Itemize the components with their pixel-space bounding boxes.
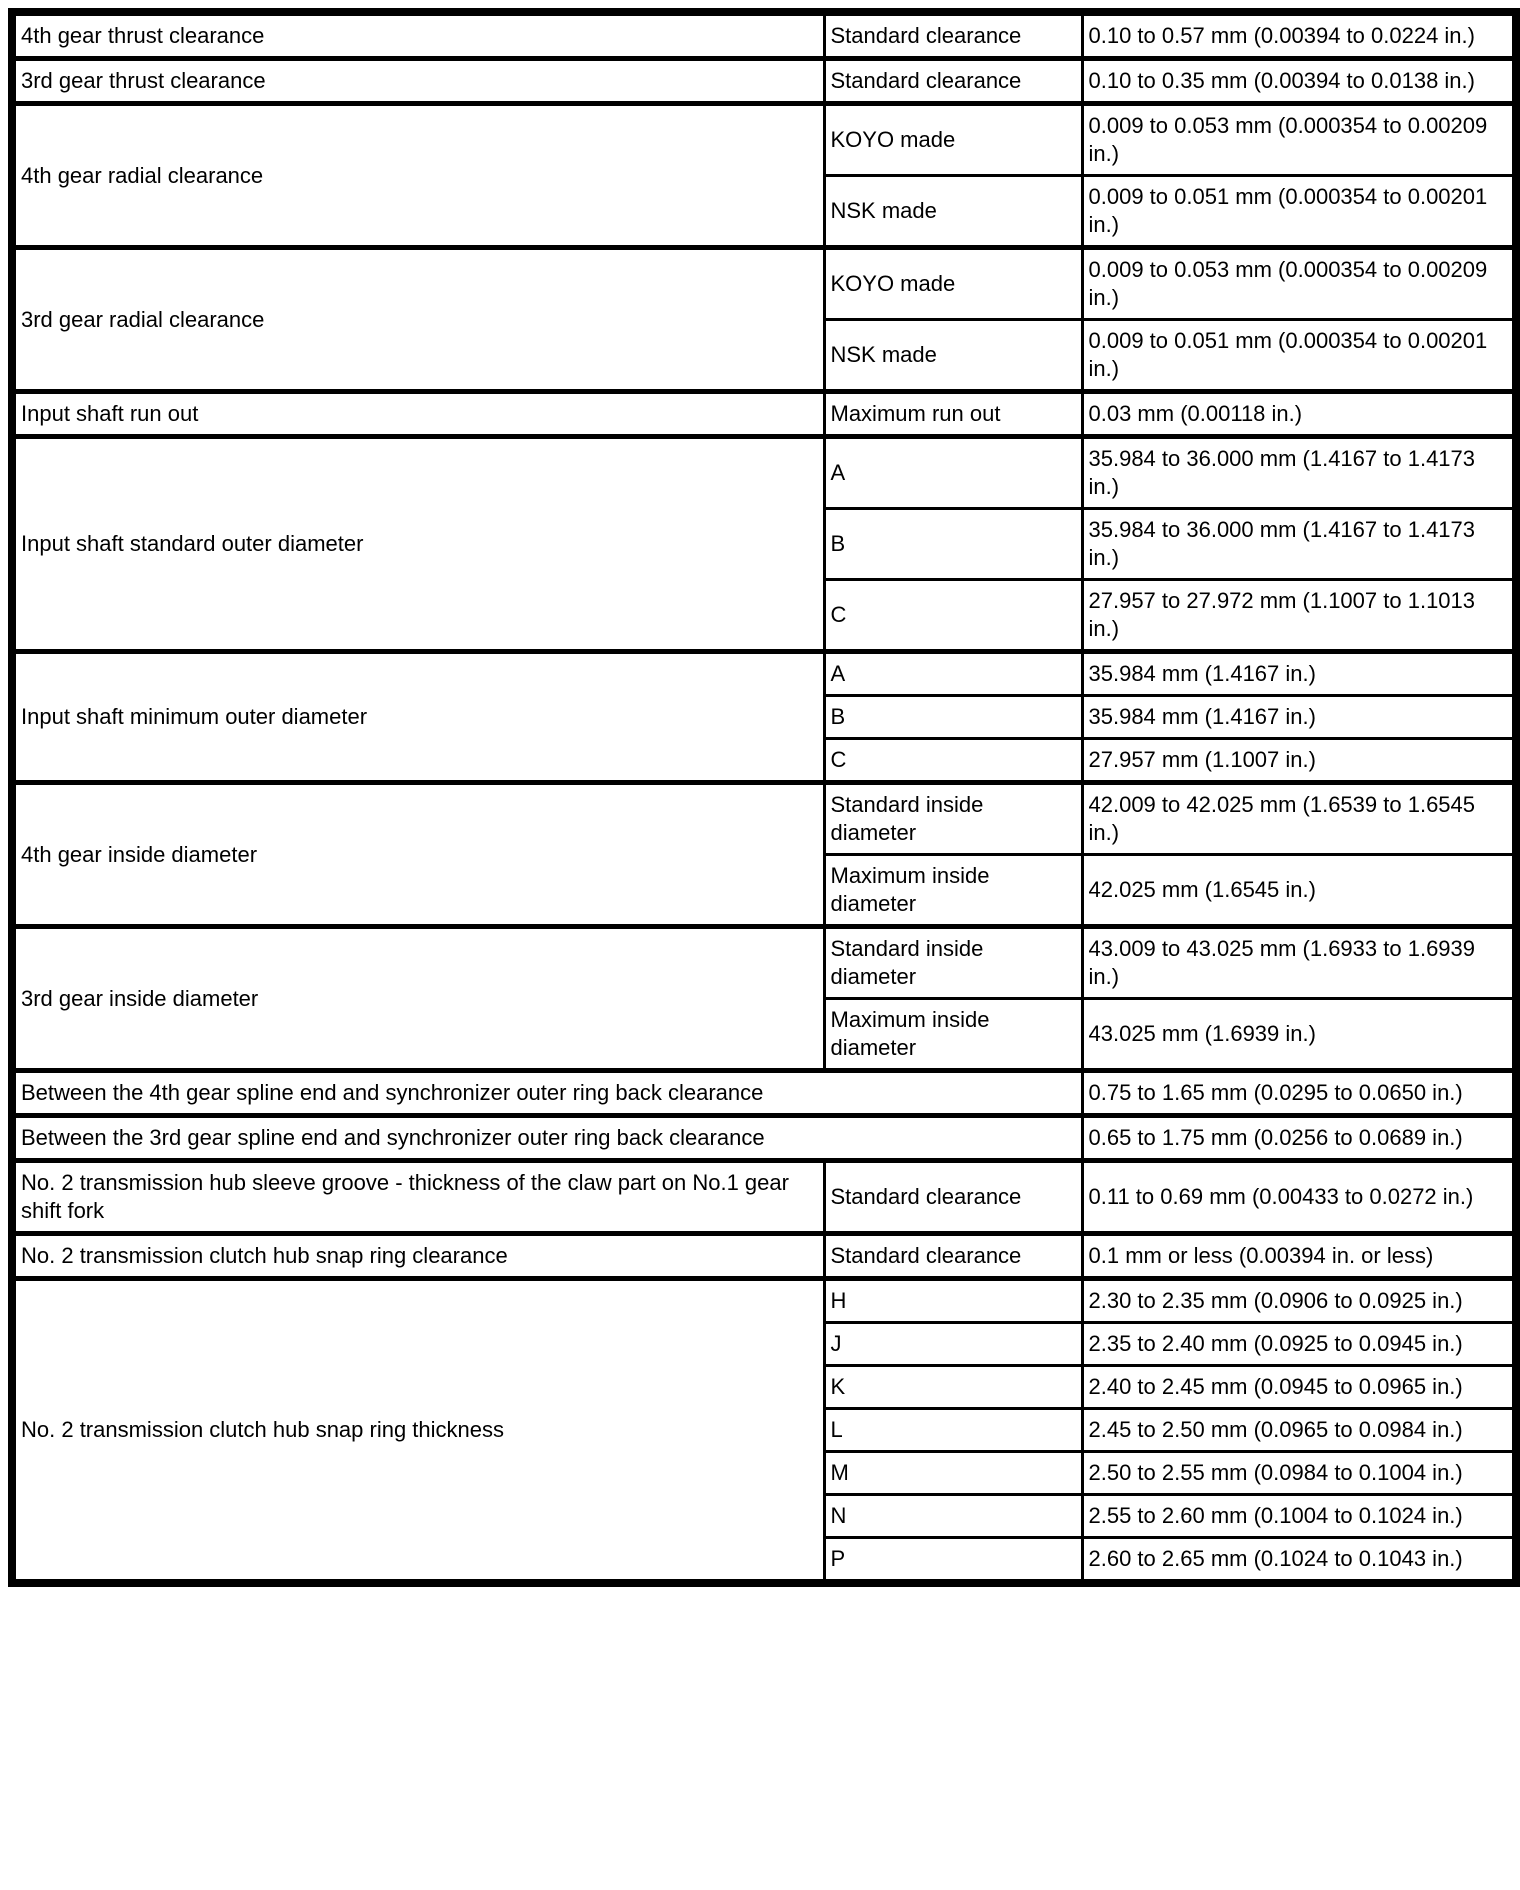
table-cell: 2.60 to 2.65 mm (0.1024 to 0.1043 in.): [1082, 1538, 1516, 1584]
table-cell: Input shaft standard outer diameter: [12, 437, 824, 652]
table-row: [12, 783, 1516, 855]
table-row: [12, 1161, 1516, 1234]
table-cell: 0.10 to 0.57 mm (0.00394 to 0.0224 in.): [1082, 12, 1516, 59]
table-cell: Input shaft minimum outer diameter: [12, 652, 824, 783]
table-row: [12, 652, 1516, 696]
table-cell: Standard inside diameter: [824, 927, 1082, 999]
table-cell: NSK made: [824, 320, 1082, 392]
table-cell: Standard clearance: [824, 1234, 1082, 1279]
table-row: [12, 1071, 1516, 1116]
table-cell: Standard clearance: [824, 59, 1082, 104]
table-cell: 43.025 mm (1.6939 in.): [1082, 999, 1516, 1071]
table-cell: 42.025 mm (1.6545 in.): [1082, 855, 1516, 927]
table-cell: 27.957 to 27.972 mm (1.1007 to 1.1013 in.): [1082, 580, 1516, 652]
table-cell: Between the 4th gear spline end and synchronizer outer ring back clearance: [12, 1071, 1082, 1116]
table-row: [12, 437, 1516, 509]
table-cell: 3rd gear thrust clearance: [12, 59, 824, 104]
table-row: [12, 59, 1516, 104]
table-cell: K: [824, 1366, 1082, 1409]
table-row: [12, 12, 1516, 59]
table-cell: 0.1 mm or less (0.00394 in. or less): [1082, 1234, 1516, 1279]
table-cell: Between the 3rd gear spline end and synchronizer outer ring back clearance: [12, 1116, 1082, 1161]
table-cell: No. 2 transmission clutch hub snap ring clearance: [12, 1234, 824, 1279]
table-cell: 0.75 to 1.65 mm (0.0295 to 0.0650 in.): [1082, 1071, 1516, 1116]
table-cell: 2.55 to 2.60 mm (0.1004 to 0.1024 in.): [1082, 1495, 1516, 1538]
table-cell: C: [824, 739, 1082, 783]
table-cell: H: [824, 1279, 1082, 1323]
table-cell: Standard clearance: [824, 1161, 1082, 1234]
table-row: [12, 248, 1516, 320]
table-cell: 3rd gear inside diameter: [12, 927, 824, 1071]
table-cell: KOYO made: [824, 104, 1082, 176]
table-cell: 4th gear inside diameter: [12, 783, 824, 927]
table-cell: Maximum inside diameter: [824, 855, 1082, 927]
table-body: [12, 12, 1516, 1583]
table-cell: 4th gear thrust clearance: [12, 12, 824, 59]
table-row: [12, 1279, 1516, 1323]
table-cell: L: [824, 1409, 1082, 1452]
table-cell: 2.35 to 2.40 mm (0.0925 to 0.0945 in.): [1082, 1323, 1516, 1366]
specifications-table: [8, 8, 1520, 1587]
table-cell: 0.03 mm (0.00118 in.): [1082, 392, 1516, 437]
table-cell: Maximum run out: [824, 392, 1082, 437]
table-cell: A: [824, 652, 1082, 696]
table-row: [12, 1234, 1516, 1279]
table-cell: 0.10 to 0.35 mm (0.00394 to 0.0138 in.): [1082, 59, 1516, 104]
table-cell: 0.11 to 0.69 mm (0.00433 to 0.0272 in.): [1082, 1161, 1516, 1234]
table-row: [12, 1116, 1516, 1161]
table-cell: No. 2 transmission hub sleeve groove - thickness of the claw part on No.1 gear shift fork: [12, 1161, 824, 1234]
table-cell: Standard clearance: [824, 12, 1082, 59]
table-cell: 0.65 to 1.75 mm (0.0256 to 0.0689 in.): [1082, 1116, 1516, 1161]
table-cell: 4th gear radial clearance: [12, 104, 824, 248]
table-cell: P: [824, 1538, 1082, 1584]
table-cell: N: [824, 1495, 1082, 1538]
table-cell: 2.30 to 2.35 mm (0.0906 to 0.0925 in.): [1082, 1279, 1516, 1323]
table-cell: 3rd gear radial clearance: [12, 248, 824, 392]
table-row: [12, 392, 1516, 437]
table-cell: KOYO made: [824, 248, 1082, 320]
table-cell: B: [824, 509, 1082, 580]
table-cell: 35.984 to 36.000 mm (1.4167 to 1.4173 in.): [1082, 437, 1516, 509]
table-cell: 43.009 to 43.025 mm (1.6933 to 1.6939 in.): [1082, 927, 1516, 999]
table-cell: 42.009 to 42.025 mm (1.6539 to 1.6545 in.): [1082, 783, 1516, 855]
table-cell: 27.957 mm (1.1007 in.): [1082, 739, 1516, 783]
table-cell: B: [824, 696, 1082, 739]
table-cell: Standard inside diameter: [824, 783, 1082, 855]
table-cell: No. 2 transmission clutch hub snap ring thickness: [12, 1279, 824, 1584]
table-cell: 2.45 to 2.50 mm (0.0965 to 0.0984 in.): [1082, 1409, 1516, 1452]
table-cell: Maximum inside diameter: [824, 999, 1082, 1071]
table-cell: 35.984 mm (1.4167 in.): [1082, 696, 1516, 739]
table-cell: 35.984 to 36.000 mm (1.4167 to 1.4173 in.): [1082, 509, 1516, 580]
table-cell: A: [824, 437, 1082, 509]
table-cell: 35.984 mm (1.4167 in.): [1082, 652, 1516, 696]
table-cell: 0.009 to 0.053 mm (0.000354 to 0.00209 in.): [1082, 104, 1516, 176]
table-cell: 2.40 to 2.45 mm (0.0945 to 0.0965 in.): [1082, 1366, 1516, 1409]
table-cell: 0.009 to 0.053 mm (0.000354 to 0.00209 in.): [1082, 248, 1516, 320]
table-cell: 2.50 to 2.55 mm (0.0984 to 0.1004 in.): [1082, 1452, 1516, 1495]
table-cell: Input shaft run out: [12, 392, 824, 437]
table-row: [12, 927, 1516, 999]
table-cell: C: [824, 580, 1082, 652]
table-cell: 0.009 to 0.051 mm (0.000354 to 0.00201 in.): [1082, 320, 1516, 392]
table-cell: NSK made: [824, 176, 1082, 248]
table-cell: M: [824, 1452, 1082, 1495]
table-row: [12, 104, 1516, 176]
table-cell: J: [824, 1323, 1082, 1366]
table-cell: 0.009 to 0.051 mm (0.000354 to 0.00201 in.): [1082, 176, 1516, 248]
